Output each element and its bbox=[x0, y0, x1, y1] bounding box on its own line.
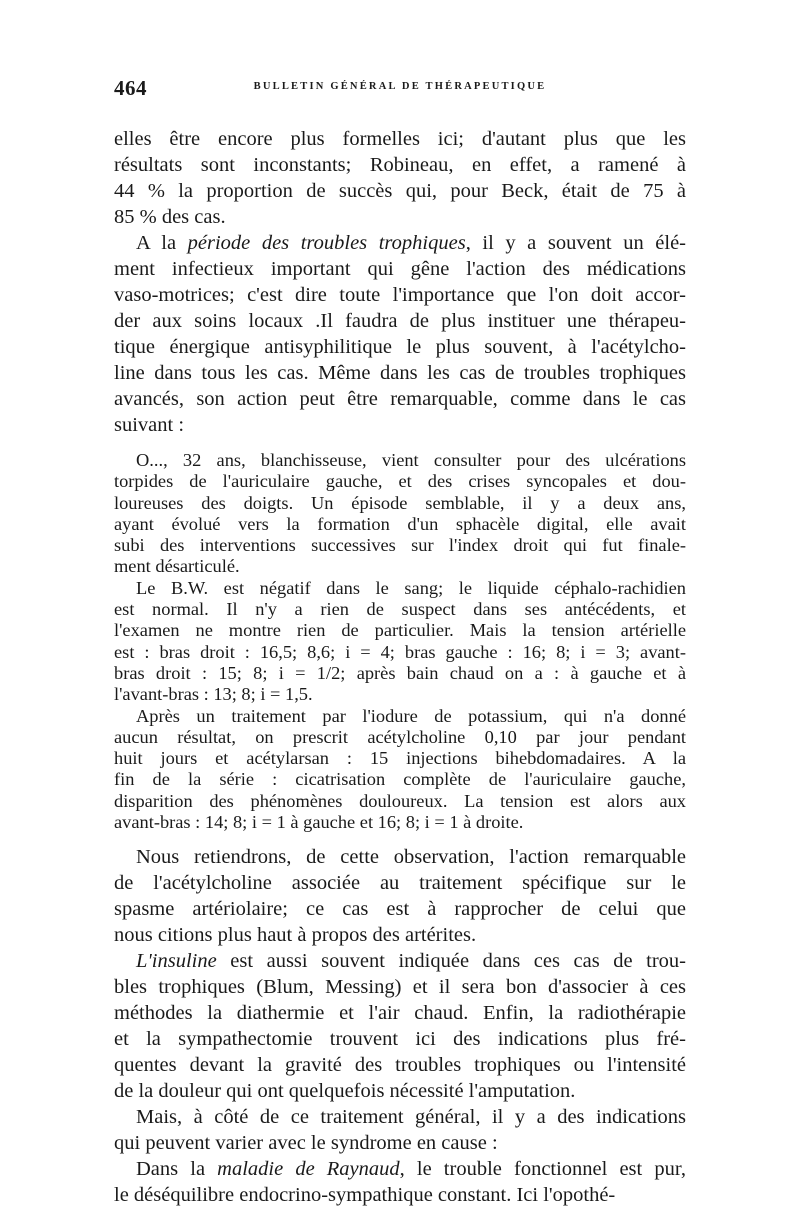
text-line: O..., 32 ans, blanchisseuse, vient consulter pour des ulcérations bbox=[136, 450, 686, 470]
text-line: line dans tous les cas. Même dans les cas de troubles trophiques bbox=[114, 362, 686, 384]
text-line: ment infectieux important qui gêne l'action des médications bbox=[114, 258, 686, 280]
text-line: spasme artériolaire; ce cas est à rapprocher de celui que bbox=[114, 898, 686, 921]
text-line: subi des interventions successives sur l'index droit qui fut finale- bbox=[114, 535, 686, 556]
text-line: suivant : bbox=[114, 414, 185, 436]
text-line: bles trophiques (Blum, Messing) et il sera bon d'associer à ces bbox=[114, 976, 686, 999]
text-run: est aussi souvent indiquée dans ces cas de trou- bbox=[216, 950, 686, 973]
text-line: et la sympathectomie trouvent ici des indications plus fré- bbox=[114, 1028, 686, 1051]
paragraph bbox=[114, 844, 686, 948]
text-line: Nous retiendrons, de cette observation, l'action remarquable bbox=[136, 846, 686, 869]
text-line: loureuses des doigts. Un épisode semblable, il y a deux ans, bbox=[114, 492, 686, 513]
page-number: 464 bbox=[114, 76, 147, 100]
text-line: Mais, à côté de ce traitement général, il y a des indications bbox=[136, 1106, 686, 1129]
text-line: 85 % des cas. bbox=[114, 206, 226, 228]
text-line: fin de la série : cicatrisation complète de l'auriculaire gauche, bbox=[114, 769, 686, 790]
paragraph bbox=[114, 230, 686, 438]
text-run: A la bbox=[136, 232, 188, 254]
text-line: avancés, son action peut être remarquable, comme dans le cas bbox=[114, 388, 686, 410]
text-line: de la douleur qui ont quelquefois nécessité l'amputation. bbox=[114, 1080, 576, 1103]
text-run: Dans la bbox=[136, 1158, 218, 1181]
paragraph bbox=[114, 948, 686, 1104]
text-run: , le trouble fonctionnel est pur, bbox=[399, 1158, 686, 1181]
text-line: tique énergique antisyphilitique le plus souvent, à l'acétylcho- bbox=[114, 336, 686, 358]
paragraph bbox=[114, 126, 686, 230]
text-line bbox=[114, 948, 686, 974]
text-line: résultats sont inconstants; Robineau, en effet, a ramené à bbox=[114, 154, 686, 176]
paragraph bbox=[114, 1104, 686, 1156]
page-header bbox=[114, 76, 686, 100]
text-line: qui peuvent varier avec le syndrome en cause : bbox=[114, 1132, 498, 1155]
italic-term: période des troubles trophiques bbox=[187, 232, 466, 254]
text-line: der aux soins locaux .Il faudra de plus instituer une thérapeu- bbox=[114, 310, 686, 332]
paragraph bbox=[114, 450, 686, 578]
text-line: aucun résultat, on prescrit acétylcholine 0,10 par jour pendant bbox=[114, 726, 686, 747]
text-line: torpides de l'auriculaire gauche, et des crises syncopales et dou- bbox=[114, 471, 686, 492]
italic-term: L'insuline bbox=[136, 950, 217, 973]
text-line: est normal. Il n'y a rien de suspect dans ses antécédents, et bbox=[114, 599, 686, 620]
text-line: avant-bras : 14; 8; i = 1 à gauche et 16; 8; i = 1 à droite. bbox=[114, 812, 524, 833]
text-line: ayant évolué vers la formation d'un sphacèle digital, elle avait bbox=[114, 513, 686, 534]
text-line: disparition des phénomènes douloureux. La tension est alors aux bbox=[114, 790, 686, 811]
text-line: Après un traitement par l'iodure de potassium, qui n'a donné bbox=[136, 705, 686, 726]
text-line bbox=[114, 230, 686, 256]
text-line: vaso-motrices; c'est dire toute l'importance que l'on doit accor- bbox=[114, 284, 686, 306]
paragraph bbox=[114, 578, 686, 706]
text-line: ment désarticulé. bbox=[114, 556, 240, 577]
running-title: BULLETIN GÉNÉRAL DE THÉRAPEUTIQUE bbox=[253, 81, 547, 92]
text-line: méthodes la diathermie et l'air chaud. Enfin, la radiothérapie bbox=[114, 1002, 686, 1025]
page-body bbox=[114, 126, 686, 1208]
text-line: l'avant-bras : 13; 8; i = 1,5. bbox=[114, 684, 313, 705]
text-line: bras droit : 15; 8; i = 1/2; après bain chaud on a : à gauche et à bbox=[114, 662, 686, 683]
text-line: elles être encore plus formelles ici; d'autant plus que les bbox=[114, 128, 686, 150]
paragraph bbox=[114, 706, 686, 834]
text-line: l'examen ne montre rien de particulier. Mais la tension artérielle bbox=[114, 620, 686, 641]
text-line: huit jours et acétylarsan : 15 injections bihebdomadaires. A la bbox=[114, 748, 686, 769]
text-line: nous citions plus haut à propos des artérites. bbox=[114, 924, 477, 947]
text-run: , il y a souvent un élé- bbox=[465, 232, 686, 254]
text-line: le déséquilibre endocrino-sympathique constant. Ici l'opothé- bbox=[114, 1184, 616, 1207]
text-line: Le B.W. est négatif dans le sang; le liquide céphalo-rachidien bbox=[136, 577, 686, 598]
paragraph bbox=[114, 1156, 686, 1208]
text-line: est : bras droit : 16,5; 8,6; i = 4; bras gauche : 16; 8; i = 3; avant- bbox=[114, 641, 686, 662]
text-line bbox=[114, 1156, 686, 1182]
text-line: quentes devant la gravité des troubles trophiques ou l'intensité bbox=[114, 1054, 686, 1077]
text-line: 44 % la proportion de succès qui, pour Beck, était de 75 à bbox=[114, 180, 686, 202]
text-line: de l'acétylcholine associée au traitement spécifique sur le bbox=[114, 872, 686, 895]
italic-term: maladie de Raynaud bbox=[217, 1158, 400, 1181]
